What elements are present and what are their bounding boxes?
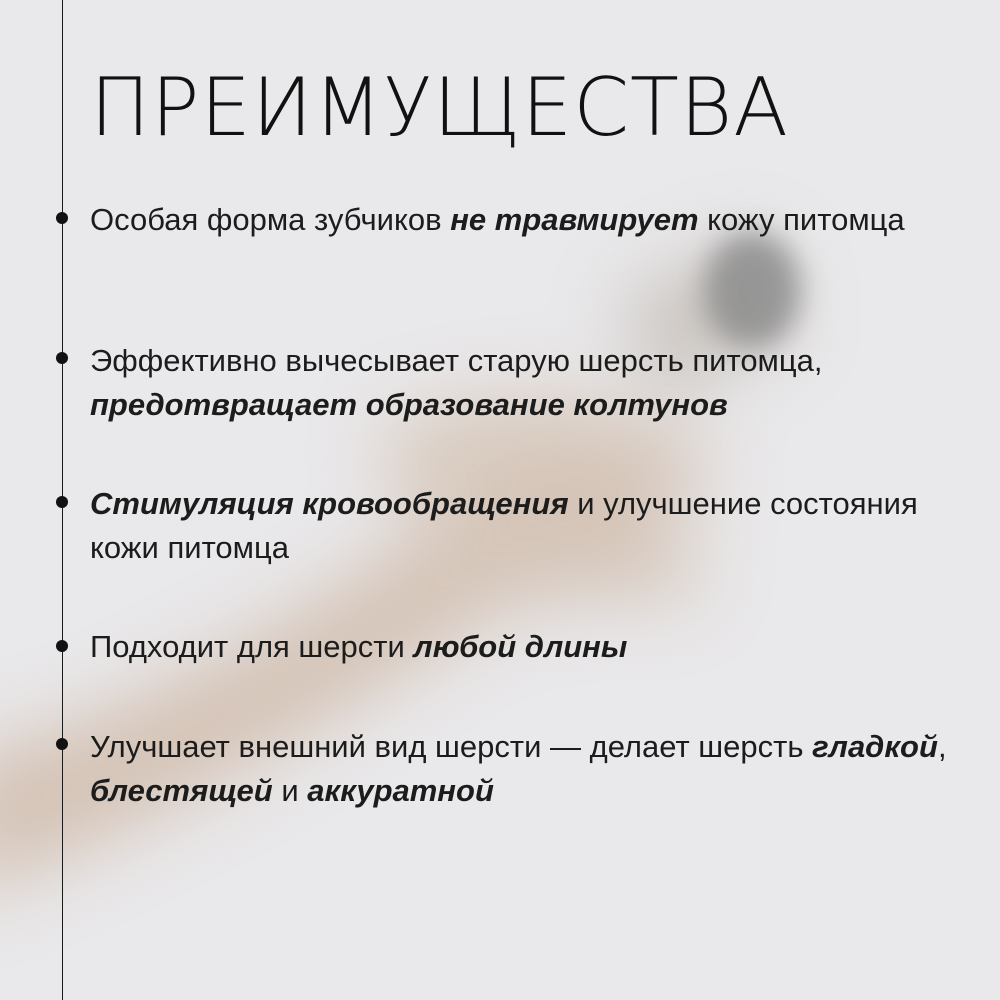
item-emphasis: блестящей bbox=[90, 773, 273, 808]
advantage-item-3 bbox=[90, 482, 970, 570]
item-emphasis: гладкой bbox=[812, 729, 938, 764]
bullet-dot bbox=[56, 738, 68, 750]
advantage-item-4 bbox=[90, 625, 970, 669]
advantage-item-5 bbox=[90, 725, 970, 813]
item-text: , bbox=[937, 729, 947, 764]
item-emphasis: не травмирует bbox=[450, 202, 699, 237]
item-text: Подходит для шерсти bbox=[90, 629, 414, 664]
bullet-dot bbox=[56, 212, 68, 224]
item-emphasis: аккуратной bbox=[307, 773, 494, 808]
bullet-dot bbox=[56, 640, 68, 652]
item-emphasis: предотвращает образование колтунов bbox=[90, 387, 728, 422]
item-emphasis: Стимуляция кровообращения bbox=[90, 486, 569, 521]
item-text: и улучшение состояния кожи питомца bbox=[90, 486, 918, 565]
item-emphasis: любой длины bbox=[413, 629, 628, 664]
item-text: Особая форма зубчиков bbox=[90, 202, 451, 237]
advantage-item-2 bbox=[90, 339, 970, 427]
item-text: Эффективно вычесывает старую шерсть питомца, bbox=[90, 343, 823, 378]
bullet-dot bbox=[56, 496, 68, 508]
bullet-dot bbox=[56, 352, 68, 364]
item-text: кожу питомца bbox=[698, 202, 905, 237]
page-title: ПРЕИМУЩЕСТВА bbox=[90, 61, 790, 154]
advantage-item-1 bbox=[90, 198, 970, 242]
item-text: Улучшает внешний вид шерсти — делает шерсть bbox=[90, 729, 813, 764]
item-text: и bbox=[272, 773, 308, 808]
